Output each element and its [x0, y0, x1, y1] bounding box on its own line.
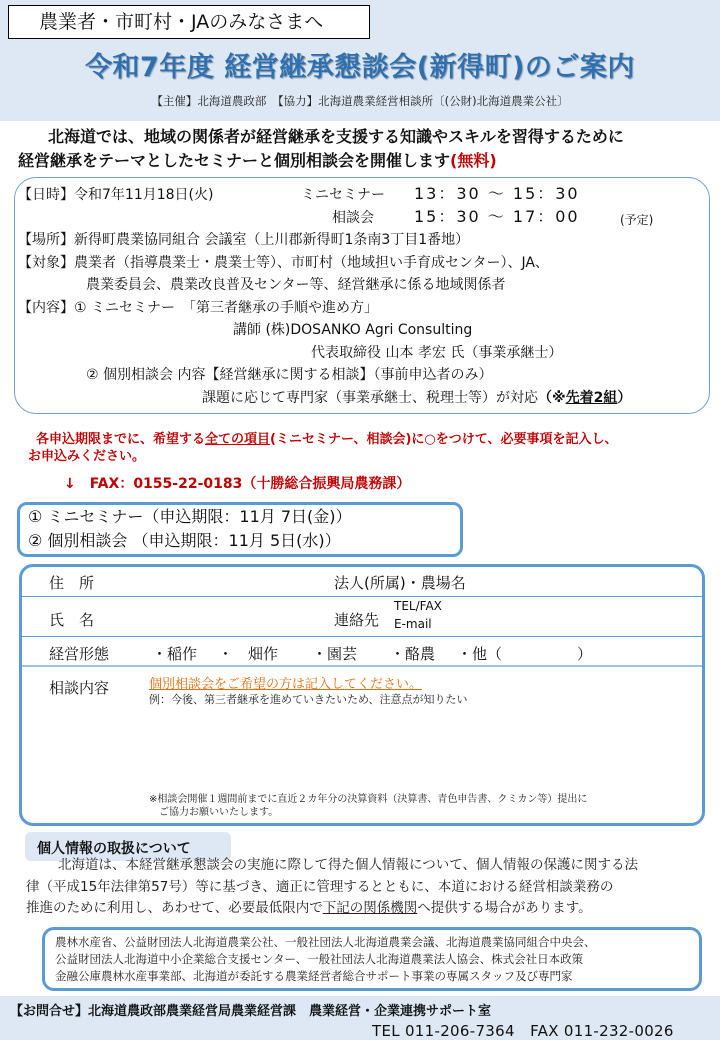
lecturer-row-2: [18, 342, 708, 365]
org-line: 公益財団法人北海道中小企業総合支援センター、一般社団法人北海道農業法人協会、株式会社日本政策: [55, 952, 584, 966]
farm-type-field[interactable]: ・ 畑作: [218, 645, 279, 663]
org-line: 農林水産省、公益財団法人北海道農業公社、一般社団法人北海道農業会議、北海道農業協同組合中央会、: [55, 935, 596, 949]
consult-note-line-2: ご協力お願いいたします。: [159, 807, 279, 818]
place-row: [18, 229, 708, 252]
farm-type-dairy[interactable]: ・酪農: [390, 645, 436, 663]
target-label: 【対象】: [18, 254, 74, 271]
date-label: 【日時】: [18, 187, 74, 203]
consult-content-label: 相談内容: [49, 679, 110, 697]
privacy-line-2: 律（平成15年法律第57号）等に基づき、適正に管理するとともに、本道における経営相談業務の: [26, 878, 614, 895]
event-date: 令和7年11月18日(火): [74, 187, 214, 203]
place-label: 【場所】: [18, 232, 74, 248]
audience-label: 農業者・市町村・JAのみなさまへ: [8, 5, 370, 39]
related-orgs-box: [42, 927, 702, 991]
farm-type-horticulture[interactable]: ・園芸: [312, 645, 358, 663]
deadline-seminar[interactable]: ① ミニセミナー（申込期限：11月 7日(金)）: [28, 507, 352, 526]
contact-label: 連絡先: [334, 611, 380, 629]
application-form: [19, 564, 705, 826]
intro-text: [18, 125, 718, 173]
content-item-2: ② 個別相談会 内容【経営継承に関する相談】（事前申込者のみ）: [86, 367, 493, 383]
free-label: (無料): [450, 151, 497, 170]
intro-line-1: 北海道では、地域の関係者が経営継承を支援する知識やスキルを習得するために: [48, 127, 624, 146]
privacy-text: [26, 855, 712, 920]
consult-example: 例：今後、第三者継承を進めていきたいため、注意点が知りたい: [149, 693, 468, 706]
address-label: 住 所: [49, 574, 95, 592]
fax-number: ↓ FAX：0155-22-0183（十勝総合振興局農務課）: [64, 476, 411, 492]
consult-time: 15：30 ～ 17：00: [414, 206, 580, 226]
farm-type-row: [22, 637, 702, 667]
privacy-related-orgs: 下記の関係機関: [322, 900, 418, 916]
farm-type-label: 経営形態: [49, 645, 110, 663]
privacy-heading: 個人情報の取扱について: [25, 832, 231, 861]
privacy-line-3: [26, 898, 712, 920]
event-details: [18, 184, 708, 409]
date-row: [18, 184, 708, 207]
apply-text-1: 各申込期限までに、希望する: [36, 432, 206, 447]
consult-note-line-1: ※相談会開催１週間前までに直近２カ年分の決算資料（決算書、青色申告書、クミカン等）提出に: [149, 794, 588, 805]
seminar-time: 13：30 ～ 15：30: [414, 184, 580, 203]
organizers: 【主催】北海道農政部 【協力】北海道農業経営相談所〔(公財)北海道農業公社〕: [151, 94, 569, 108]
content-row-2-note: [18, 387, 708, 410]
contact-phone: TEL 011-206-7364 FAX 011-232-0026: [372, 1022, 674, 1040]
lecturer-name: 代表取締役 山本 孝宏 氏（事業承継士）: [311, 344, 563, 361]
apply-line-1: [36, 431, 716, 448]
address-row[interactable]: [22, 567, 702, 597]
target-line-1: 農業者（指導農業士・農業士等）、市町村（地域担い手育成センター）、JA、: [74, 254, 549, 271]
farm-type-rice[interactable]: ・稲作: [152, 645, 198, 663]
corp-label: 法人(所属)・農場名: [334, 574, 466, 592]
consult-label: 相談会: [332, 209, 374, 226]
content-item-1: ① ミニセミナー 「第三者継承の手順や進め方」: [74, 299, 378, 316]
page-title: 令和7年度 経営継承懇談会(新得町)のご案内: [85, 52, 635, 83]
apply-instructions: [28, 431, 716, 465]
limit-prefix: （※: [538, 389, 566, 406]
privacy-line-3-b: へ提供する場合があります。: [417, 900, 592, 916]
consult-note: [149, 793, 587, 819]
intro-line-2: [18, 149, 718, 173]
limit-suffix: ）: [617, 389, 632, 406]
privacy-line-3-a: 推進のために利用し、あわせて、必要最低限内で: [26, 900, 323, 916]
target-row: [18, 252, 708, 275]
privacy-line-1: 北海道は、本経営継承懇談会の実施に際して得た個人情報について、個人情報の保護に関する法: [58, 857, 638, 873]
deadline-box: [17, 502, 463, 557]
content-row-2: [18, 364, 708, 387]
consult-instruction: 個別相談会をご希望の方は記入してください。: [149, 677, 423, 692]
limit-label: 先着2組: [565, 389, 618, 406]
farm-type-other[interactable]: ・他（ ）: [457, 645, 593, 663]
consult-time-note: (予定): [620, 212, 654, 227]
seminar-label: ミニセミナー: [301, 187, 385, 203]
target-line-2: 農業委員会、農業改良普及センター等、経営継承に係る地域関係者: [86, 277, 506, 293]
name-row[interactable]: [22, 597, 702, 637]
apply-text-2: (ミニセミナー、相談会)に○をつけて、必要事項を記入し、: [270, 432, 618, 447]
lecturer-row-1: [18, 319, 708, 342]
intro-line-2-text: 経営継承をテーマとしたセミナーと個別相談会を開催します: [18, 151, 451, 170]
content-item-2-note: 課題に応じて専門家（事業承継士、税理士等）が対応: [202, 389, 538, 406]
target-row-2: [18, 274, 708, 297]
content-row: [18, 297, 708, 320]
contact-email-label: E-mail: [394, 617, 432, 631]
apply-text-underlined: 全ての項目: [205, 432, 271, 447]
consultation-row[interactable]: [22, 667, 702, 826]
contact-office: 【お問合せ】北海道農政部農業経営局農業経営課 農業経営・企業連携サポート室: [10, 1004, 492, 1019]
org-line: 金融公庫農林水産事業部、北海道が委託する農業経営者総合サポート事業の専属スタッフ及び専門家: [55, 969, 573, 983]
name-label: 氏 名: [49, 611, 95, 629]
contact-tel-label: TEL/FAX: [394, 599, 442, 613]
apply-line-2: お申込みください。: [28, 449, 146, 464]
content-label: 【内容】: [18, 299, 74, 316]
deadline-consultation[interactable]: ② 個別相談会 （申込期限：11月 5日(水)）: [28, 531, 341, 550]
place: 新得町農業協同組合 会議室（上川郡新得町1条南3丁目1番地）: [74, 232, 470, 248]
lecturer-company: 講師 (株)DOSANKO Agri Consulting: [233, 322, 473, 338]
consult-time-row: [18, 207, 708, 230]
